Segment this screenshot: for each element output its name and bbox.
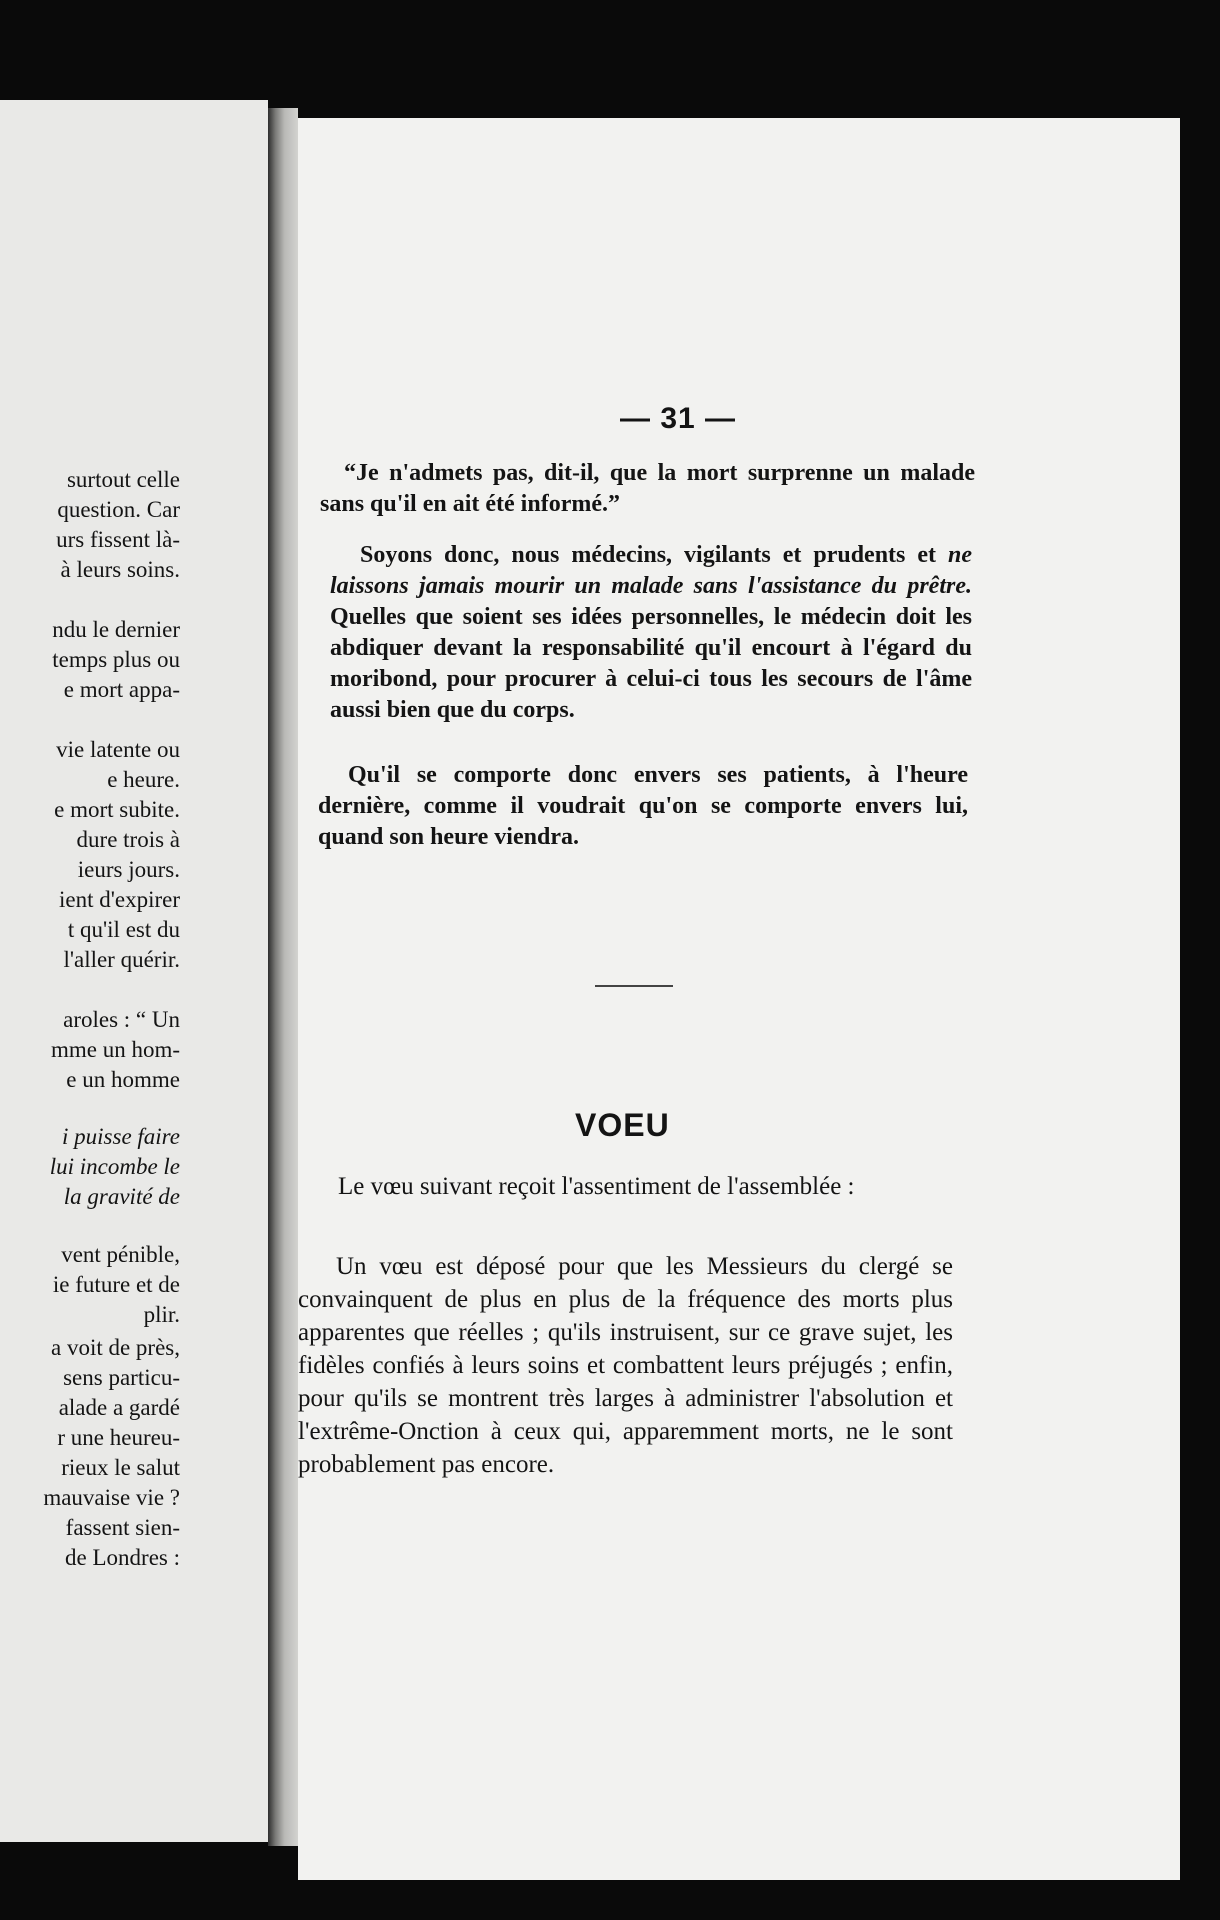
book-gutter — [268, 108, 298, 1846]
voeu-body: Un vœu est déposé pour que les Messieurs du clergé se convainquent de plus en plus de la fréquence des morts plus apparentes que réelles ; qu'ils instruisent, sur ce grave sujet, les fidèles confiés à leurs soins et combattent leurs préjugés ; enfin, pour qu'ils se montrent très larges à administrer l'absolution et l'extrême-Onction à ceux qui, apparemment morts, ne le sont probablement pas encore. — [298, 1253, 953, 1478]
page-number: — 31 — — [620, 402, 737, 435]
voeu-intro: Le vœu suivant reçoit l'assentiment de l'assemblée : — [338, 1173, 855, 1200]
left-page-line: la gravité de — [63, 1184, 180, 1209]
left-page-line: urs fissent là- — [56, 527, 180, 552]
left-page-line: de Londres : — [65, 1545, 180, 1570]
left-page-line: vent pénible, — [61, 1242, 180, 1267]
left-page-line: temps plus ou — [52, 647, 180, 672]
left-page-line: fassent sien- — [65, 1515, 180, 1540]
right-page — [298, 118, 1180, 1880]
left-page-line: e un homme — [66, 1067, 180, 1092]
left-page-line: surtout celle — [66, 467, 180, 492]
left-page-line: à leurs soins. — [60, 557, 180, 582]
left-page-line: e mort appa- — [63, 677, 180, 702]
left-page-line: ieurs jours. — [77, 857, 180, 882]
paragraph-conduct: Qu'il se comporte donc envers ses patients, à l'heure dernière, comme il voudrait qu'on se comporte envers lui, quand son heure viendra. — [318, 762, 968, 850]
left-page-line: rieux le salut — [61, 1455, 180, 1480]
section-divider — [595, 985, 673, 987]
left-page-line: a voit de près, — [50, 1335, 180, 1360]
left-page-line: mme un hom- — [50, 1037, 180, 1062]
left-page-line: mauvaise vie ? — [43, 1485, 180, 1510]
left-page-line: ient d'expirer — [58, 887, 180, 912]
paragraph-doctors-start: Soyons donc, nous médecins, vigilants et prudents et — [360, 542, 948, 568]
left-page-line: i puisse faire — [62, 1124, 180, 1149]
left-page-line: dure trois à — [76, 827, 180, 852]
left-page-line: e heure. — [107, 767, 180, 792]
left-page-line: l'aller quérir. — [63, 947, 180, 972]
left-page-line: lui incombe le — [49, 1154, 180, 1179]
section-heading: VOEU — [575, 1107, 670, 1143]
left-page-line: e mort subite. — [54, 797, 180, 822]
left-page-line: vie latente ou — [56, 737, 180, 762]
left-page-line: plir. — [143, 1302, 180, 1327]
left-page-line: r une heureu- — [57, 1425, 180, 1450]
left-page-line: t qu'il est du — [67, 917, 180, 942]
left-page-line: ie future et de — [52, 1272, 180, 1297]
left-page-line: sens particu- — [63, 1365, 180, 1390]
left-page-line: aroles : “ Un — [63, 1007, 180, 1032]
left-page-line: ndu le dernier — [52, 617, 180, 642]
paragraph-doctors-end: Quelles que soient ses idées personnelles, le médecin doit les abdiquer devant la responsabilité qu'il encourt à l'égard du moribond, pour procurer à celui-ci tous les secours de l'âme aussi bien que du corps. — [330, 604, 972, 723]
paragraph-doctors-emphasis: ne laissons jamais mourir un malade sans l'assistance du prêtre. — [330, 542, 972, 599]
left-page-line: alade a gardé — [58, 1395, 180, 1420]
left-page — [0, 100, 268, 1842]
paragraph-doctors — [330, 540, 972, 726]
left-page-line: question. Car — [57, 497, 180, 522]
quote-paragraph: “Je n'admets pas, dit-il, que la mort surprenne un malade sans qu'il en ait été informé.” — [320, 460, 975, 517]
